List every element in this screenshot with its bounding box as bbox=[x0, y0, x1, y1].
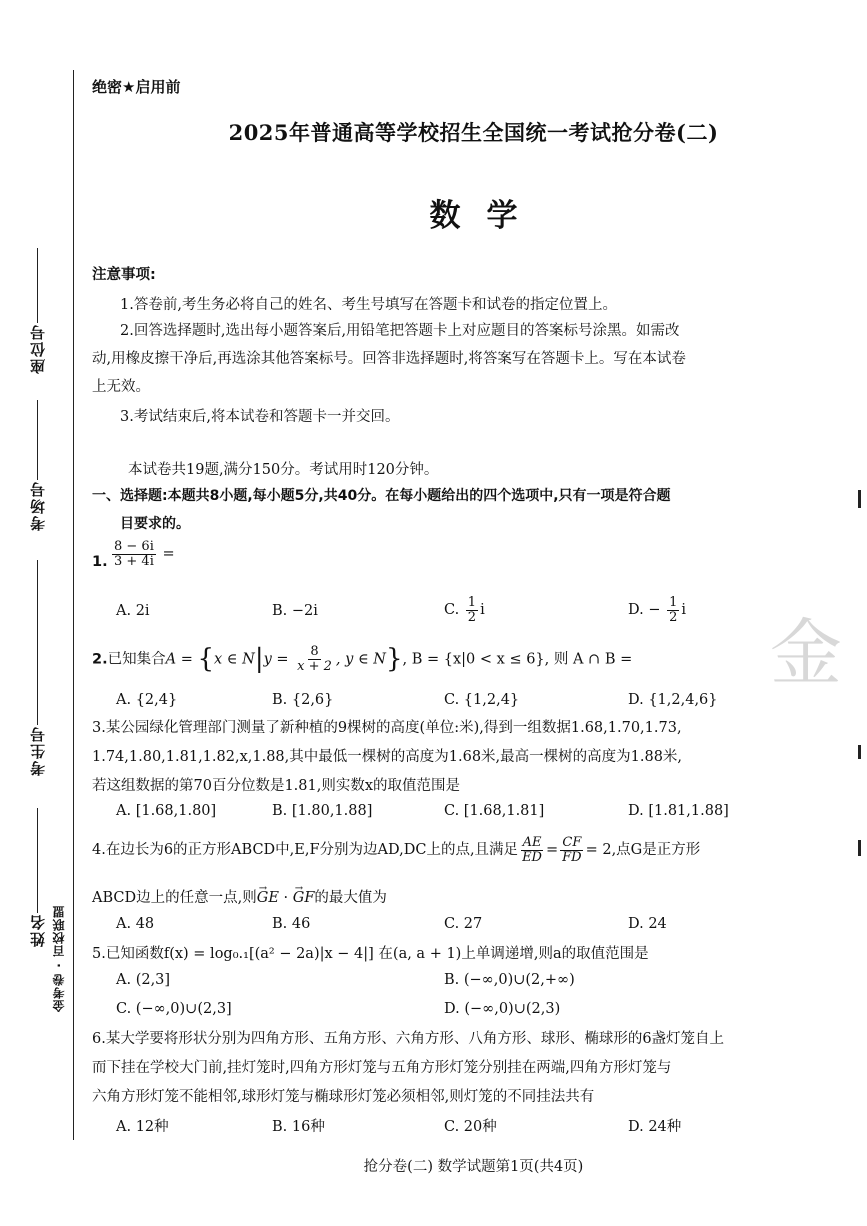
notice-item-2b: 动,用橡皮擦干净后,再选涂其他答案标号。回答非选择题时,将答案写在答题卡上。写在本试卷 bbox=[92, 351, 686, 367]
q2-divider: | bbox=[254, 644, 264, 674]
q2-stem bbox=[92, 645, 632, 675]
exam-title: 2025年普通高等学校招生全国统一考试抢分卷(二) bbox=[228, 120, 719, 145]
q6-option-b: B. 16种 bbox=[272, 1119, 325, 1135]
q1-fraction bbox=[112, 540, 156, 568]
name-blank bbox=[37, 808, 38, 913]
q1-option-d bbox=[628, 596, 686, 624]
q2-fraction-den: x + 2 bbox=[297, 659, 332, 674]
q1-option-c-suffix: i bbox=[480, 602, 485, 619]
q4-line-1 bbox=[92, 836, 700, 865]
q4-frac-1-num: AE bbox=[522, 835, 542, 850]
q3-option-d: D. [1.81,1.88] bbox=[628, 803, 729, 819]
q4-frac-1-den: ED bbox=[522, 849, 542, 865]
q1-option-c-frac bbox=[466, 596, 478, 624]
q2-set-a-pre: A = bbox=[165, 651, 198, 668]
q1-option-d-frac bbox=[667, 596, 679, 624]
notice-item-3: 3.考试结束后,将本试卷和答题卡一并交回。 bbox=[120, 409, 400, 425]
q4-line-2-pre: ABCD边上的任意一点,则 bbox=[92, 890, 257, 906]
q3-option-a: A. [1.68,1.80] bbox=[116, 803, 217, 819]
exam-number-label: 考生号 bbox=[28, 725, 47, 776]
q6-line-3: 六角方形灯笼不能相邻,球形灯笼与椭球形灯笼必须相邻,则灯笼的不同挂法共有 bbox=[92, 1089, 595, 1105]
edge-mark bbox=[858, 490, 861, 508]
q3-option-b: B. [1.80,1.88] bbox=[272, 803, 373, 819]
binding-line bbox=[73, 70, 74, 1140]
q4-dot: · bbox=[278, 890, 293, 906]
q5-option-c: C. (−∞,0)∪(2,3] bbox=[116, 1001, 232, 1017]
q1-option-d-den: 2 bbox=[669, 609, 678, 625]
q3-line-3: 若这组数据的第70百分位数是1.81,则实数x的取值范围是 bbox=[92, 778, 461, 794]
q3-line-1: 3.某公园绿化管理部门测量了新种植的9棵树的高度(单位:米),得到一组数据1.68,1.70,1.73, bbox=[92, 720, 682, 736]
q3-line-2: 1.74,1.80,1.81,1.82,x,1.88,其中最低一棵树的高度为1.68米,最高一棵树的高度为1.88米, bbox=[92, 749, 683, 765]
q1-option-c-prefix: C. bbox=[444, 602, 460, 619]
q4-line-2 bbox=[92, 884, 387, 913]
q1-option-b: B. −2i bbox=[272, 603, 318, 619]
q1-fraction-den: 3 + 4i bbox=[114, 553, 154, 569]
q5-stem: 5.已知函数f(x) = log₀.₁[(a² − 2a)|x − 4|] 在(a, a + 1)上单调递增,则a的取值范围是 bbox=[92, 946, 649, 962]
q4-equals: = bbox=[545, 842, 559, 859]
q4-vector-gf: → GF bbox=[293, 884, 315, 913]
q4-frac-1 bbox=[520, 836, 544, 864]
name-field bbox=[22, 808, 52, 947]
q1-stem bbox=[110, 540, 175, 569]
edge-mark bbox=[858, 840, 861, 856]
exam-room-field bbox=[22, 400, 52, 531]
q6-option-c: C. 20种 bbox=[444, 1119, 497, 1135]
q1-number: 1. bbox=[92, 554, 108, 570]
q2-fraction bbox=[295, 645, 334, 673]
q1-option-c-num: 1 bbox=[467, 595, 477, 610]
exam-number-field bbox=[22, 560, 52, 776]
watermark-stamp-icon: 金 bbox=[770, 611, 843, 695]
q4-option-a: A. 48 bbox=[116, 916, 155, 932]
section-1-heading: 一、选择题:本题共8小题,每小题5分,共40分。在每小题给出的四个选项中,只有一项是符合题 bbox=[92, 488, 671, 504]
q6-option-d: D. 24种 bbox=[628, 1119, 682, 1135]
q2-option-c: C. {1,2,4} bbox=[444, 692, 520, 708]
seat-number-label: 座位号 bbox=[28, 323, 47, 374]
q1-equals: = bbox=[162, 546, 175, 563]
q3-option-c: C. [1.68,1.81] bbox=[444, 803, 545, 819]
q4-frac-2 bbox=[560, 836, 583, 864]
q1-option-c-den: 2 bbox=[467, 609, 477, 625]
exam-room-label: 考场号 bbox=[28, 480, 47, 531]
q2-left-brace: { bbox=[197, 644, 214, 674]
q1-fraction-num: 8 − 6i bbox=[114, 539, 154, 554]
name-label: 姓名 bbox=[28, 913, 47, 947]
q1-option-d-suffix: i bbox=[681, 602, 687, 619]
q1-option-a: A. 2i bbox=[116, 603, 150, 619]
subject-title: 数学 bbox=[429, 198, 544, 234]
q4-vector-ge: → GE bbox=[257, 884, 279, 913]
q6-option-a: A. 12种 bbox=[116, 1119, 169, 1135]
exam-room-blank bbox=[37, 400, 38, 480]
notice-item-2a: 2.回答选择题时,选出每小题答案后,用铅笔把答题卡上对应题目的答案标号涂黑。如需改 bbox=[120, 323, 680, 339]
q4-option-b: B. 46 bbox=[272, 916, 311, 932]
q2-number: 2. bbox=[92, 651, 108, 668]
q6-line-1: 6.某大学要将形状分别为四角方形、五角方形、六角方形、八角方形、球形、椭球形的6盏灯笼自上 bbox=[92, 1031, 725, 1047]
q2-option-a: A. {2,4} bbox=[116, 692, 178, 708]
exam-summary: 本试卷共19题,满分150分。考试用时120分钟。 bbox=[128, 462, 439, 478]
notice-item-1: 1.答卷前,考生务必将自己的姓名、考生号填写在答题卡和试卷的指定位置上。 bbox=[120, 297, 617, 313]
q4-option-d: D. 24 bbox=[628, 916, 667, 932]
q4-pre: 4.在边长为6的正方形ABCD中,E,F分别为边AD,DC上的点,且满足 bbox=[92, 842, 519, 859]
q4-frac-2-num: CF bbox=[562, 835, 582, 850]
section-1-heading-cont: 目要求的。 bbox=[120, 516, 190, 532]
page-footer: 抢分卷(二) 数学试题第1页(共4页) bbox=[363, 1159, 584, 1175]
q2-set-a-y: y = bbox=[263, 651, 294, 668]
exam-number-blank bbox=[37, 560, 38, 725]
q1-option-d-num: 1 bbox=[669, 595, 678, 610]
q1-option-c bbox=[444, 596, 485, 624]
edge-mark bbox=[858, 745, 861, 759]
q5-option-a: A. (2,3] bbox=[116, 972, 171, 988]
q4-line-2-post: 的最大值为 bbox=[314, 890, 387, 906]
notice-heading: 注意事项: bbox=[92, 267, 156, 283]
q4-post: = 2,点G是正方形 bbox=[585, 842, 701, 859]
seat-number-blank bbox=[37, 248, 38, 323]
q1-option-d-prefix: D. − bbox=[628, 602, 661, 619]
q2-set-a-post: , y ∈ N bbox=[335, 651, 386, 668]
q2-set-a-in: x ∈ N bbox=[214, 651, 255, 668]
side-brand: 金考卷 · 百校联盟 bbox=[52, 905, 66, 1012]
q2-fraction-num: 8 bbox=[310, 644, 319, 660]
confidential-mark: 绝密★启用前 bbox=[92, 78, 181, 96]
q2-text: 已知集合 bbox=[107, 651, 166, 668]
q5-option-d: D. (−∞,0)∪(2,3) bbox=[444, 1001, 561, 1017]
q2-option-d: D. {1,2,4,6} bbox=[628, 692, 718, 708]
q4-option-c: C. 27 bbox=[444, 916, 483, 932]
q2-set-b: , B = {x|0 < x ≤ 6}, 则 A ∩ B = bbox=[402, 651, 633, 668]
q2-option-b: B. {2,6} bbox=[272, 692, 334, 708]
q2-right-brace: } bbox=[385, 644, 403, 674]
notice-item-2c: 上无效。 bbox=[92, 379, 150, 395]
q5-option-b: B. (−∞,0)∪(2,+∞) bbox=[444, 972, 575, 988]
q4-frac-2-den: FD bbox=[562, 849, 582, 865]
q6-line-2: 而下挂在学校大门前,挂灯笼时,四角方形灯笼与五角方形灯笼分别挂在两端,四角方形灯笼与 bbox=[92, 1060, 672, 1076]
seat-number-field bbox=[22, 248, 52, 374]
